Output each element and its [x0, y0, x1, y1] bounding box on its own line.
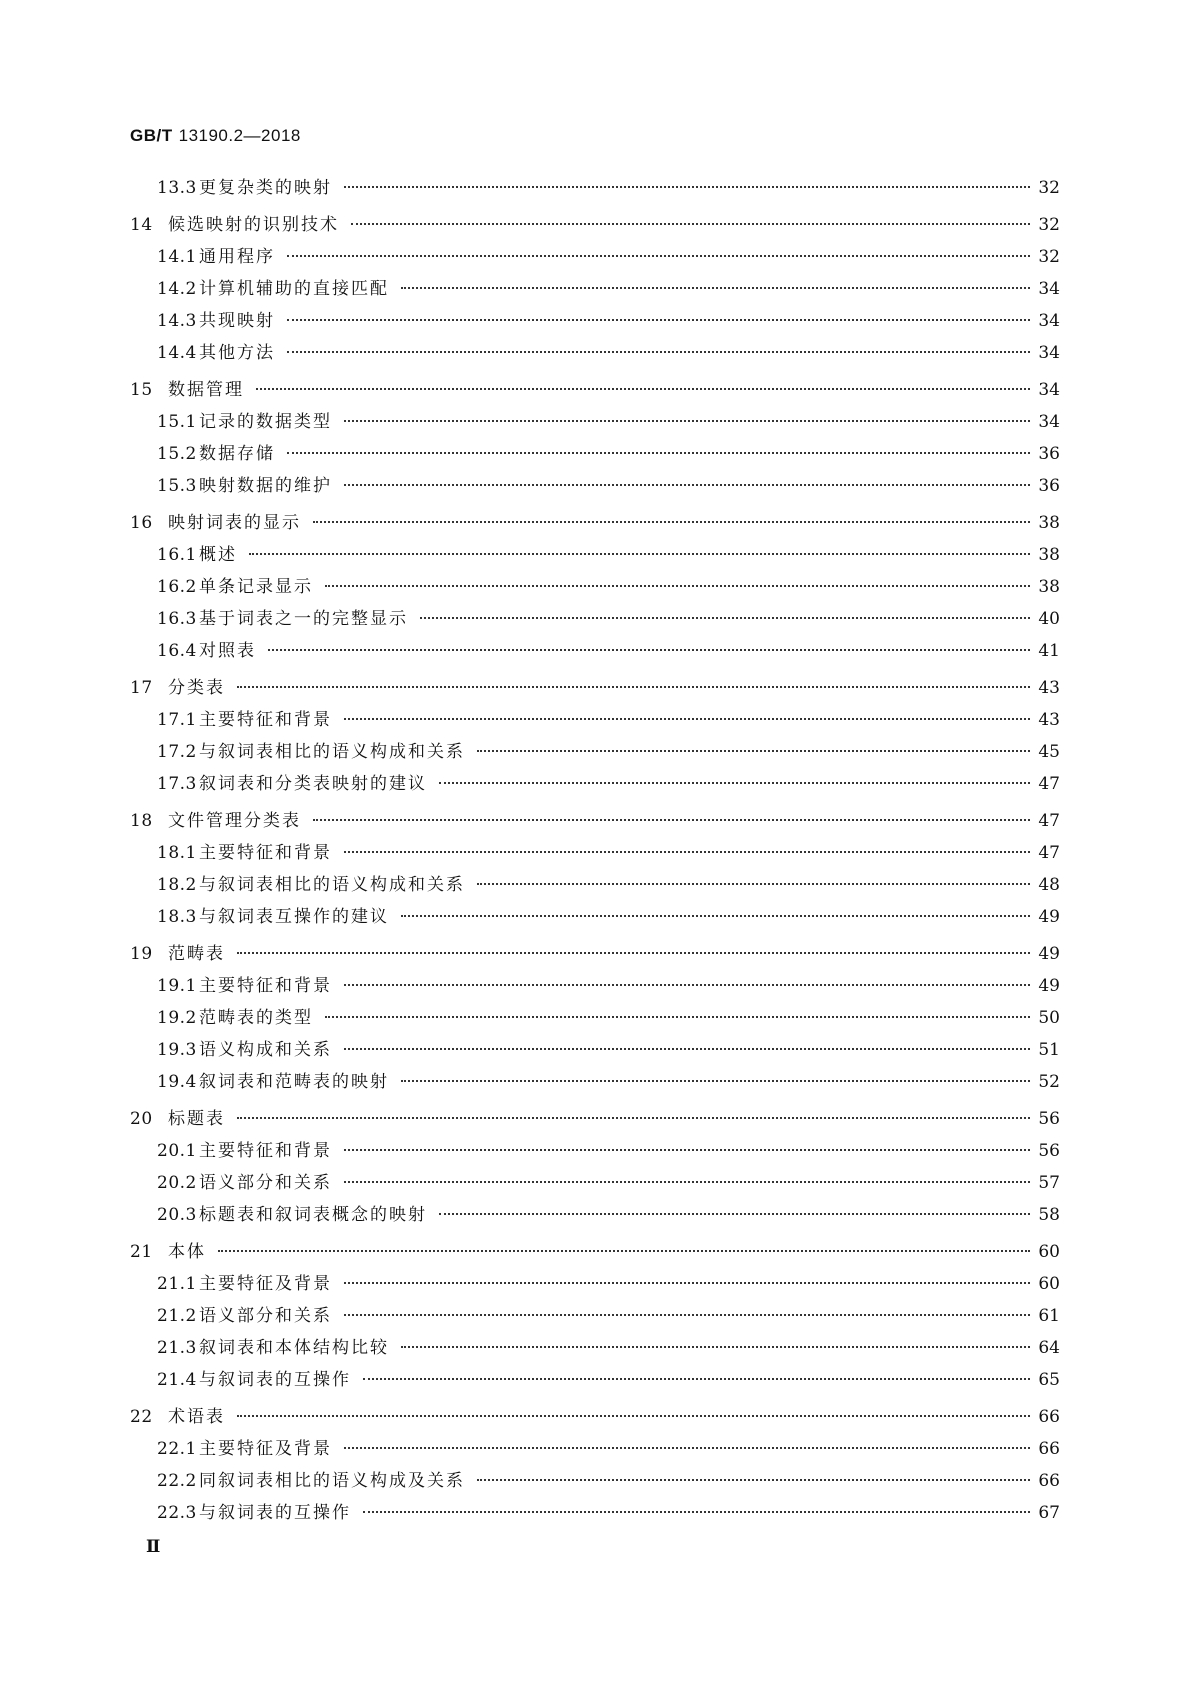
toc-dot-leader	[218, 1250, 1030, 1252]
toc-section-entry[interactable]	[130, 438, 1060, 470]
toc-section-entry[interactable]	[130, 1332, 1060, 1364]
toc-entry-number: 17.1	[157, 710, 197, 730]
toc-entry-page: 38	[1038, 545, 1060, 565]
toc-chapter-entry[interactable]	[130, 1103, 1060, 1135]
toc-dot-leader	[313, 819, 1030, 821]
toc-entry-page: 45	[1038, 742, 1060, 762]
toc-section-entry[interactable]	[130, 1268, 1060, 1300]
toc-chapter-entry[interactable]	[130, 1236, 1060, 1268]
toc-entry-page: 40	[1038, 609, 1060, 629]
toc-entry-title: 主要特征和背景	[199, 710, 332, 730]
toc-dot-leader	[344, 420, 1030, 422]
toc-dot-leader	[401, 1346, 1030, 1348]
toc-entry-page: 47	[1038, 843, 1060, 863]
toc-entry-page: 32	[1038, 215, 1060, 235]
toc-entry-page: 36	[1038, 444, 1060, 464]
toc-entry-page: 36	[1038, 476, 1060, 496]
toc-dot-leader	[344, 851, 1030, 853]
toc-entry-number: 21.3	[157, 1338, 197, 1358]
toc-dot-leader	[344, 186, 1030, 188]
toc-entry-title: 与叙词表相比的语义构成和关系	[199, 742, 465, 762]
toc-entry-number: 20.3	[157, 1205, 197, 1225]
toc-dot-leader	[237, 686, 1030, 688]
toc-entry-number: 14.4	[157, 343, 197, 363]
toc-entry-number: 17.3	[157, 774, 197, 794]
toc-section-entry[interactable]	[130, 1433, 1060, 1465]
toc-entry-title: 与叙词表互操作的建议	[199, 907, 389, 927]
toc-section-entry[interactable]	[130, 1300, 1060, 1332]
toc-entry-page: 56	[1038, 1141, 1060, 1161]
toc-entry-page: 58	[1038, 1205, 1060, 1225]
toc-dot-leader	[256, 388, 1030, 390]
toc-dot-leader	[249, 553, 1030, 555]
toc-chapter-entry[interactable]	[130, 938, 1060, 970]
toc-entry-number: 22.2	[157, 1471, 197, 1491]
toc-dot-leader	[237, 952, 1030, 954]
toc-entry-title: 叙词表和范畴表的映射	[199, 1072, 389, 1092]
toc-entry-title: 主要特征及背景	[199, 1439, 332, 1459]
toc-entry-title: 概述	[199, 545, 237, 565]
toc-entry-title: 范畴表	[168, 944, 225, 964]
toc-entry-number: 18.1	[157, 843, 197, 863]
toc-entry-number: 15.1	[157, 412, 197, 432]
toc-entry-title: 通用程序	[199, 247, 275, 267]
toc-entry-page: 47	[1038, 811, 1060, 831]
toc-entry-title: 标题表	[168, 1109, 225, 1129]
toc-section-entry[interactable]	[130, 1199, 1060, 1231]
toc-entry-page: 52	[1038, 1072, 1060, 1092]
toc-entry-page: 67	[1038, 1503, 1060, 1523]
standard-number: 13190.2—2018	[178, 126, 301, 145]
toc-entry-page: 34	[1038, 412, 1060, 432]
toc-entry-page: 34	[1038, 311, 1060, 331]
toc-entry-page: 34	[1038, 380, 1060, 400]
toc-section-entry[interactable]	[130, 603, 1060, 635]
toc-section-entry[interactable]	[130, 1002, 1060, 1034]
toc-entry-title: 主要特征和背景	[199, 843, 332, 863]
toc-entry-title: 语义部分和关系	[199, 1173, 332, 1193]
standard-code: GB/T	[130, 126, 173, 145]
toc-entry-page: 38	[1038, 513, 1060, 533]
toc-entry-page: 47	[1038, 774, 1060, 794]
toc-entry-page: 50	[1038, 1008, 1060, 1028]
toc-entry-page: 60	[1038, 1274, 1060, 1294]
toc-entry-title: 候选映射的识别技术	[168, 215, 339, 235]
toc-entry-number: 14.1	[157, 247, 197, 267]
toc-section-entry[interactable]	[130, 768, 1060, 800]
toc-entry-number: 15	[130, 380, 153, 400]
toc-entry-title: 标题表和叙词表概念的映射	[199, 1205, 427, 1225]
toc-entry-title: 更复杂类的映射	[199, 178, 332, 198]
toc-section-entry[interactable]	[130, 837, 1060, 869]
toc-dot-leader	[477, 1479, 1030, 1481]
toc-entry-title: 对照表	[199, 641, 256, 661]
toc-chapter-entry[interactable]	[130, 1401, 1060, 1433]
toc-entry-page: 32	[1038, 247, 1060, 267]
toc-entry-number: 22.1	[157, 1439, 197, 1459]
toc-chapter-entry[interactable]	[130, 209, 1060, 241]
toc-entry-title: 术语表	[168, 1407, 225, 1427]
toc-entry-title: 主要特征和背景	[199, 976, 332, 996]
page-number: Ⅱ	[146, 1537, 161, 1557]
toc-entry-title: 与叙词表的互操作	[199, 1370, 351, 1390]
toc-dot-leader	[344, 718, 1030, 720]
toc-section-entry[interactable]	[130, 273, 1060, 305]
toc-section-entry[interactable]	[130, 1034, 1060, 1066]
toc-dot-leader	[401, 915, 1030, 917]
toc-entry-title: 语义部分和关系	[199, 1306, 332, 1326]
toc-entry-number: 22	[130, 1407, 153, 1427]
toc-section-entry[interactable]	[130, 571, 1060, 603]
toc-entry-page: 49	[1038, 907, 1060, 927]
toc-entry-number: 20	[130, 1109, 153, 1129]
toc-entry-page: 61	[1038, 1306, 1060, 1326]
toc-entry-page: 41	[1038, 641, 1060, 661]
toc-section-entry[interactable]	[130, 241, 1060, 273]
toc-entry-title: 其他方法	[199, 343, 275, 363]
toc-entry-number: 19.2	[157, 1008, 197, 1028]
toc-dot-leader	[439, 1213, 1030, 1215]
toc-entry-number: 21.1	[157, 1274, 197, 1294]
toc-dot-leader	[477, 750, 1030, 752]
toc-dot-leader	[237, 1117, 1030, 1119]
toc-section-entry[interactable]	[130, 406, 1060, 438]
toc-section-entry[interactable]	[130, 1497, 1060, 1529]
toc-section-entry[interactable]	[130, 305, 1060, 337]
toc-entry-page: 32	[1038, 178, 1060, 198]
toc-entry-title: 数据存储	[199, 444, 275, 464]
toc-entry-number: 17.2	[157, 742, 197, 762]
toc-entry-number: 19.1	[157, 976, 197, 996]
toc-entry-page: 56	[1038, 1109, 1060, 1129]
toc-dot-leader	[344, 1149, 1030, 1151]
toc-entry-page: 60	[1038, 1242, 1060, 1262]
toc-entry-title: 叙词表和本体结构比较	[199, 1338, 389, 1358]
toc-entry-page: 34	[1038, 343, 1060, 363]
toc-entry-title: 范畴表的类型	[199, 1008, 313, 1028]
toc-dot-leader	[363, 1378, 1030, 1380]
toc-dot-leader	[344, 1181, 1030, 1183]
toc-entry-number: 16	[130, 513, 153, 533]
toc-entry-page: 51	[1038, 1040, 1060, 1060]
toc-entry-title: 记录的数据类型	[199, 412, 332, 432]
toc-dot-leader	[325, 585, 1030, 587]
toc-entry-number: 18.3	[157, 907, 197, 927]
toc-entry-title: 分类表	[168, 678, 225, 698]
toc-section-entry[interactable]	[130, 1135, 1060, 1167]
toc-dot-leader	[287, 351, 1030, 353]
toc-dot-leader	[344, 984, 1030, 986]
toc-entry-page: 64	[1038, 1338, 1060, 1358]
toc-dot-leader	[351, 223, 1030, 225]
toc-chapter-entry[interactable]	[130, 374, 1060, 406]
toc-section-entry[interactable]	[130, 337, 1060, 369]
toc-entry-page: 66	[1038, 1439, 1060, 1459]
toc-entry-page: 49	[1038, 976, 1060, 996]
toc-section-entry[interactable]	[130, 869, 1060, 901]
toc-entry-page: 57	[1038, 1173, 1060, 1193]
toc-entry-number: 13.3	[157, 178, 197, 198]
toc-entry-page: 48	[1038, 875, 1060, 895]
toc-section-entry[interactable]	[130, 901, 1060, 933]
toc-dot-leader	[237, 1415, 1030, 1417]
toc-entry-number: 14.3	[157, 311, 197, 331]
toc-dot-leader	[268, 649, 1030, 651]
toc-entry-title: 与叙词表的互操作	[199, 1503, 351, 1523]
toc-section-entry[interactable]	[130, 736, 1060, 768]
toc-entry-title: 数据管理	[168, 380, 244, 400]
toc-entry-number: 16.2	[157, 577, 197, 597]
toc-entry-page: 38	[1038, 577, 1060, 597]
toc-entry-number: 20.1	[157, 1141, 197, 1161]
toc-dot-leader	[344, 1282, 1030, 1284]
toc-chapter-entry[interactable]	[130, 672, 1060, 704]
toc-dot-leader	[477, 883, 1030, 885]
toc-entry-title: 主要特征及背景	[199, 1274, 332, 1294]
toc-entry-number: 16.1	[157, 545, 197, 565]
toc-dot-leader	[420, 617, 1030, 619]
toc-entry-number: 15.3	[157, 476, 197, 496]
toc-entry-number: 17	[130, 678, 153, 698]
toc-entry-page: 49	[1038, 944, 1060, 964]
toc-entry-number: 19	[130, 944, 153, 964]
toc-entry-title: 主要特征和背景	[199, 1141, 332, 1161]
toc-dot-leader	[401, 287, 1030, 289]
page-header	[130, 126, 301, 146]
toc-dot-leader	[344, 484, 1030, 486]
toc-section-entry[interactable]	[130, 539, 1060, 571]
toc-section-entry[interactable]	[130, 970, 1060, 1002]
toc-entry-title: 本体	[168, 1242, 206, 1262]
toc-section-entry[interactable]	[130, 470, 1060, 502]
toc-entry-number: 15.2	[157, 444, 197, 464]
table-of-contents	[130, 172, 1060, 1529]
toc-dot-leader	[401, 1080, 1030, 1082]
toc-entry-title: 叙词表和分类表映射的建议	[199, 774, 427, 794]
toc-entry-page: 43	[1038, 710, 1060, 730]
toc-section-entry[interactable]	[130, 1167, 1060, 1199]
toc-entry-page: 66	[1038, 1407, 1060, 1427]
toc-dot-leader	[313, 521, 1030, 523]
toc-entry-page: 34	[1038, 279, 1060, 299]
toc-chapter-entry[interactable]	[130, 507, 1060, 539]
toc-section-entry[interactable]	[130, 1066, 1060, 1098]
toc-dot-leader	[344, 1447, 1030, 1449]
toc-entry-number: 16.4	[157, 641, 197, 661]
toc-entry-number: 22.3	[157, 1503, 197, 1523]
toc-entry-title: 与叙词表相比的语义构成和关系	[199, 875, 465, 895]
toc-dot-leader	[344, 1314, 1030, 1316]
toc-dot-leader	[363, 1511, 1030, 1513]
toc-entry-page: 66	[1038, 1471, 1060, 1491]
toc-entry-number: 20.2	[157, 1173, 197, 1193]
toc-section-entry[interactable]	[130, 1465, 1060, 1497]
toc-section-entry[interactable]	[130, 704, 1060, 736]
toc-entry-title: 语义构成和关系	[199, 1040, 332, 1060]
toc-entry-number: 18.2	[157, 875, 197, 895]
toc-entry-title: 同叙词表相比的语义构成及关系	[199, 1471, 465, 1491]
toc-entry-number: 21.4	[157, 1370, 197, 1390]
toc-entry-title: 基于词表之一的完整显示	[199, 609, 408, 629]
toc-dot-leader	[287, 319, 1030, 321]
toc-entry-number: 16.3	[157, 609, 197, 629]
toc-chapter-entry[interactable]	[130, 805, 1060, 837]
toc-entry-number: 14.2	[157, 279, 197, 299]
toc-entry-title: 映射数据的维护	[199, 476, 332, 496]
toc-section-entry[interactable]	[130, 172, 1060, 204]
toc-dot-leader	[439, 782, 1030, 784]
toc-entry-number: 14	[130, 215, 153, 235]
toc-entry-number: 19.3	[157, 1040, 197, 1060]
toc-entry-number: 21	[130, 1242, 153, 1262]
toc-entry-page: 43	[1038, 678, 1060, 698]
toc-dot-leader	[325, 1016, 1030, 1018]
toc-entry-title: 单条记录显示	[199, 577, 313, 597]
toc-entry-number: 18	[130, 811, 153, 831]
toc-section-entry[interactable]	[130, 1364, 1060, 1396]
toc-entry-title: 计算机辅助的直接匹配	[199, 279, 389, 299]
toc-section-entry[interactable]	[130, 635, 1060, 667]
toc-dot-leader	[287, 255, 1030, 257]
toc-entry-number: 19.4	[157, 1072, 197, 1092]
toc-dot-leader	[287, 452, 1030, 454]
toc-entry-page: 65	[1038, 1370, 1060, 1390]
toc-entry-title: 文件管理分类表	[168, 811, 301, 831]
toc-entry-title: 共现映射	[199, 311, 275, 331]
toc-entry-title: 映射词表的显示	[168, 513, 301, 533]
toc-entry-number: 21.2	[157, 1306, 197, 1326]
toc-dot-leader	[344, 1048, 1030, 1050]
